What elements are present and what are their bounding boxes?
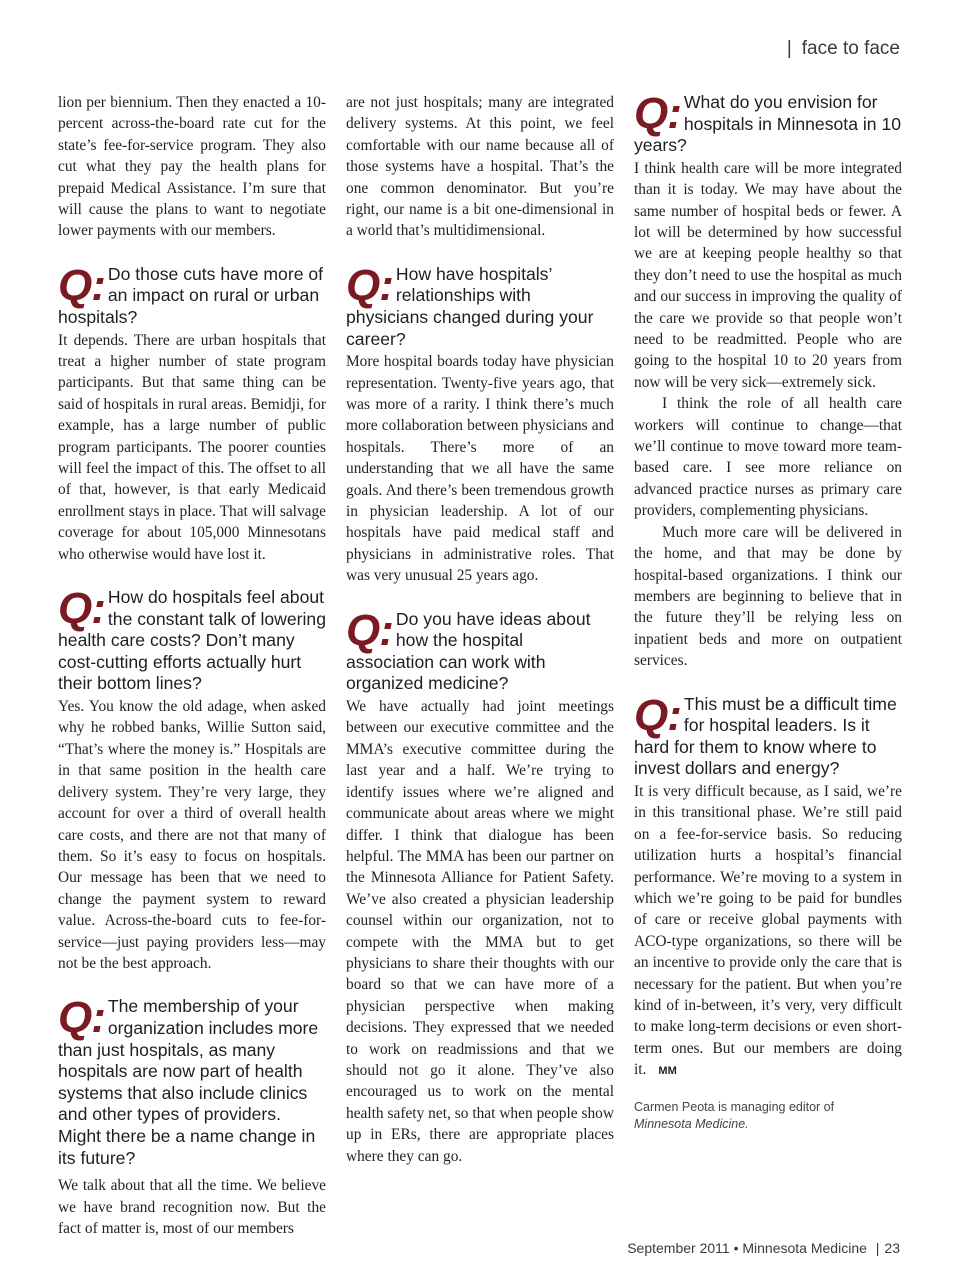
qa-block <box>634 690 902 1083</box>
answer-paragraph: I think the role of all health care workers will continue to change—that we’ll continue to move toward more team-based care. I see more reliance on advanced practice nurses as primary care providers, complementing physicians. <box>634 395 902 520</box>
footer-divider: | <box>875 1240 880 1256</box>
q-mark-icon: Q: <box>58 993 105 1043</box>
author-byline <box>634 1099 902 1133</box>
footer-bullet: • <box>733 1240 739 1256</box>
byline-text: Carmen Peota is managing editor of <box>634 1099 835 1114</box>
question-text: What do you envision for hospitals in Minnesota in 10 years? <box>634 92 902 156</box>
answer-text: It is very difficult because, as I said, we’re in this transitional phase. We’re still paid on a fee-for-service basis. So reducing utilization hurts a hospital’s financial performance. We’re moving to a system in which we’re going to be paid for bundles of care or receive global payments with ACO-type organizations, so there will be an incentive to provide only the care that is necessary for the patient. But when you’re kind of in-between, it’s very, very difficult to make long-term decisions or even short-term ones. But our members are doing it. <box>634 782 902 1079</box>
column-1 <box>58 92 326 1239</box>
q-mark-icon: Q: <box>634 89 681 138</box>
section-title: face to face <box>801 38 900 59</box>
answer-paragraph: Much more care will be delivered in the home, and that may be done by hospital-based organizations. I think our members are beginning to believe that in the future they’ll be relying less on inpatient beds and more on outpatient services. <box>634 523 902 670</box>
page-number: 23 <box>884 1240 900 1256</box>
answer-paragraph <box>634 781 902 1083</box>
answer-paragraph: It depends. There are urban hospitals that treat a higher number of state program participants. But that same thing can be said of hospitals in rural areas. Bemidji, for example, has a large number of public program participants. The poorer counties will feel the impact of this. The offset to all of that, however, is that early Medicaid enrollment stays in place. That will salvage coverage for about 105,000 Minnesotans who otherwise would have lost it. <box>58 331 326 563</box>
q-mark-icon: Q: <box>58 260 105 310</box>
answer-paragraph: I think health care will be more integrated than it is today. We may have about the same number of hospital beds or fewer. A lot will be determined by how successful we are at keeping people healthy so that they don’t need to use the hospital as much and our success in improving the quality of the care we provide so that people won’t need to be readmitted. People who are going to the hospital 10 to 20 years from now will be very sick—extremely sick. <box>634 159 902 391</box>
intro-paragraph: lion per biennium. Then they enacted a 10-percent across-the-board rate cut for the state’s fee-for-service program. They also cut what they pay the health plans for prepaid Medical Assistance. I’m sure that will cause the plans to want to negotiate lower payments with our members. <box>58 94 326 240</box>
footer-magazine: Minnesota Medicine <box>742 1240 867 1256</box>
qa-block <box>346 260 614 587</box>
question <box>58 993 326 1169</box>
qa-block <box>58 260 326 565</box>
question <box>58 584 326 695</box>
column-2 <box>346 92 614 1167</box>
qa-block <box>58 993 326 1239</box>
q-mark-icon: Q: <box>58 584 105 634</box>
qa-block <box>346 605 614 1167</box>
column-3 <box>634 89 902 1133</box>
answer-paragraph: Yes. You know the old adage, when asked why he robbed banks, Willie Sutton said, “That’s where the money is.” Hospitals are in that same position in the health care delivery system. They’re very large, they account for over a third of overall health care costs, and there are not that many of them. So it’s easy to focus on hospitals. Our message has been that we need to change the payment system to reward value. Across-the-board cuts to fee-for-service—just paying providers less—may not be the best approach. <box>58 698 326 972</box>
question <box>634 690 902 780</box>
question <box>58 260 326 329</box>
question-text: The membership of your organization includes more than just hospitals, as many hospitals are now part of health systems that also include clinics and other types of providers. Might there be a name change in its future? <box>58 996 319 1168</box>
q-mark-icon: Q: <box>346 605 393 655</box>
answer-paragraph: We have actually had joint meetings between our executive committee and the MMA’s executive committee during the last year and a half. We’re trying to identify issues where we’re aligned and communicate about areas where we might differ. I think that dialogue has been helpful. The MMA has been our partner on the Minnesota Alliance for Patient Safety. We’ve also created a physician leadership counsel within our organization, not to compete with the MMA but to get physicians to share their thoughts with our board so that we can have more of a physician perspective when making decisions. They expressed that we needed to work on readmissions and that we should not go it alone. They’ve also encouraged us to work on the mental health safety net, so that when people show up in ERs, there are appropriate places where they can go. <box>346 698 614 1165</box>
answer-paragraph: We talk about that all the time. We believe we have brand recognition now. But the fact of matter is, most of our members <box>58 1177 326 1237</box>
qa-block <box>634 89 902 672</box>
q-mark-icon: Q: <box>346 260 393 310</box>
q-mark-icon: Q: <box>634 690 681 740</box>
question-text: How do hospitals feel about the constant talk of lowering health care costs? Don’t many cost-cutting efforts actually hurt their bottom lines? <box>58 587 326 694</box>
page-footer <box>627 1240 900 1256</box>
footer-date: September 2011 <box>627 1240 730 1256</box>
question-text: Do those cuts have more of an impact on rural or urban hospitals? <box>58 263 324 328</box>
answer-paragraph: More hospital boards today have physician representation. Twenty-five years ago, that was more of a rarity. I think there’s much more collaboration between physicians and hospitals. There’s more of an understanding that we all have the same goals. And there’s been tremendous growth in physician leadership. A lot of our hospitals have paid medical staff and physicians in administrative roles. That was very unusual 25 years ago. <box>346 353 614 585</box>
question-text: How have hospitals’ relationships with physicians changed during your career? <box>346 263 594 349</box>
question <box>634 89 902 157</box>
byline-publication: Minnesota Medicine. <box>634 1116 749 1131</box>
question-text: Do you have ideas about how the hospital association can work with organized medicine? <box>346 608 591 694</box>
end-mark: MM <box>658 1065 677 1078</box>
header-divider: | <box>786 38 792 59</box>
question-text: This must be a difficult time for hospital leaders. Is it hard for them to know where to invest dollars and energy? <box>634 693 897 779</box>
qa-block <box>58 584 326 974</box>
question <box>346 605 614 695</box>
running-header <box>787 38 900 60</box>
question <box>346 260 614 350</box>
intro-paragraph: are not just hospitals; many are integrated delivery systems. At this point, we feel comfortable with our name because all of those systems have a hospital. That’s the one common denominator. But you’re right, our name is a bit one-dimensional in a world that’s multidimensional. <box>346 94 614 240</box>
